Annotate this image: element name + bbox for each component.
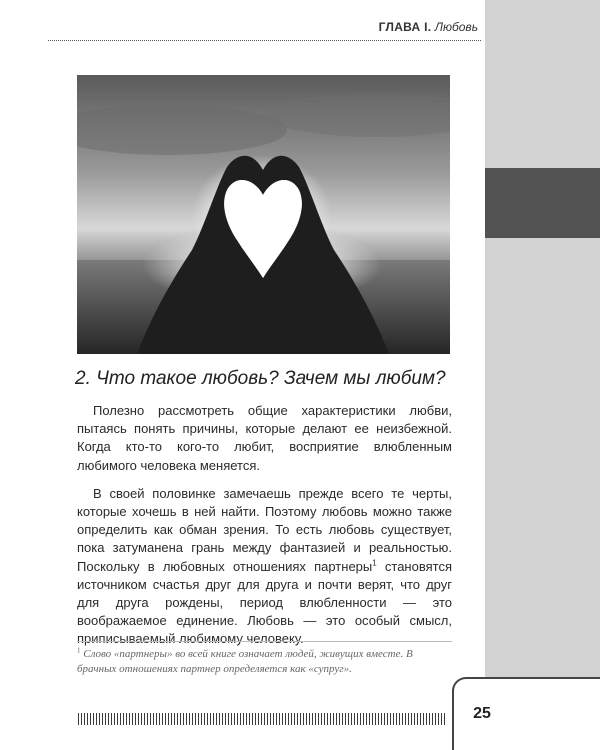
margin-strip [485,0,600,750]
paragraph: Полезно рассмотреть общие характеристики любви, пытаясь понять причины, которые делают ее неизбежной. Когда кто-то кого-то любит, восприятие влюбленным любимого человека меняется. [77,403,452,473]
chapter-label: ГЛАВА I. [378,20,432,34]
header-dotted-rule [48,40,481,41]
body-text [77,402,452,649]
paragraph-text: В своей половинке замечаешь прежде всего те черты, которые хочешь в ней найти. Поэтому любовь можно также определить как обман зрения. То есть любовь существует, пока затуманена грань между фантазией и реальностью. Поскольку в любовных отношениях партнеры [77,485,452,574]
heart-hands-silhouette-icon [77,75,450,354]
page-number: 25 [473,705,491,722]
running-header [379,20,478,34]
section-title: 2. Что такое любовь? Зачем мы любим? [75,368,446,389]
heart-hands-photo [77,75,450,354]
paragraph-text: становятся источником счастья друг для друга и почти верят, что друг для друга рождены, период влюбленности — это воображаемое единение. Любовь — это особый смысл, приписываемый любимому человеку. [77,558,452,647]
paragraph [77,485,452,649]
chapter-thumb-tab [485,168,600,238]
chapter-subtitle: Любовь [434,20,478,34]
footer-stripe-pattern [78,713,446,725]
footnote-divider [77,641,452,642]
footnote-text: Слово «партнеры» во всей книге означает людей, живущих вместе. В брачных отношениях партнер определяется как «супруг». [77,648,413,675]
footnote-number: 1 [77,646,81,655]
footnote-marker: 1 [372,558,377,568]
footnote [77,647,452,677]
